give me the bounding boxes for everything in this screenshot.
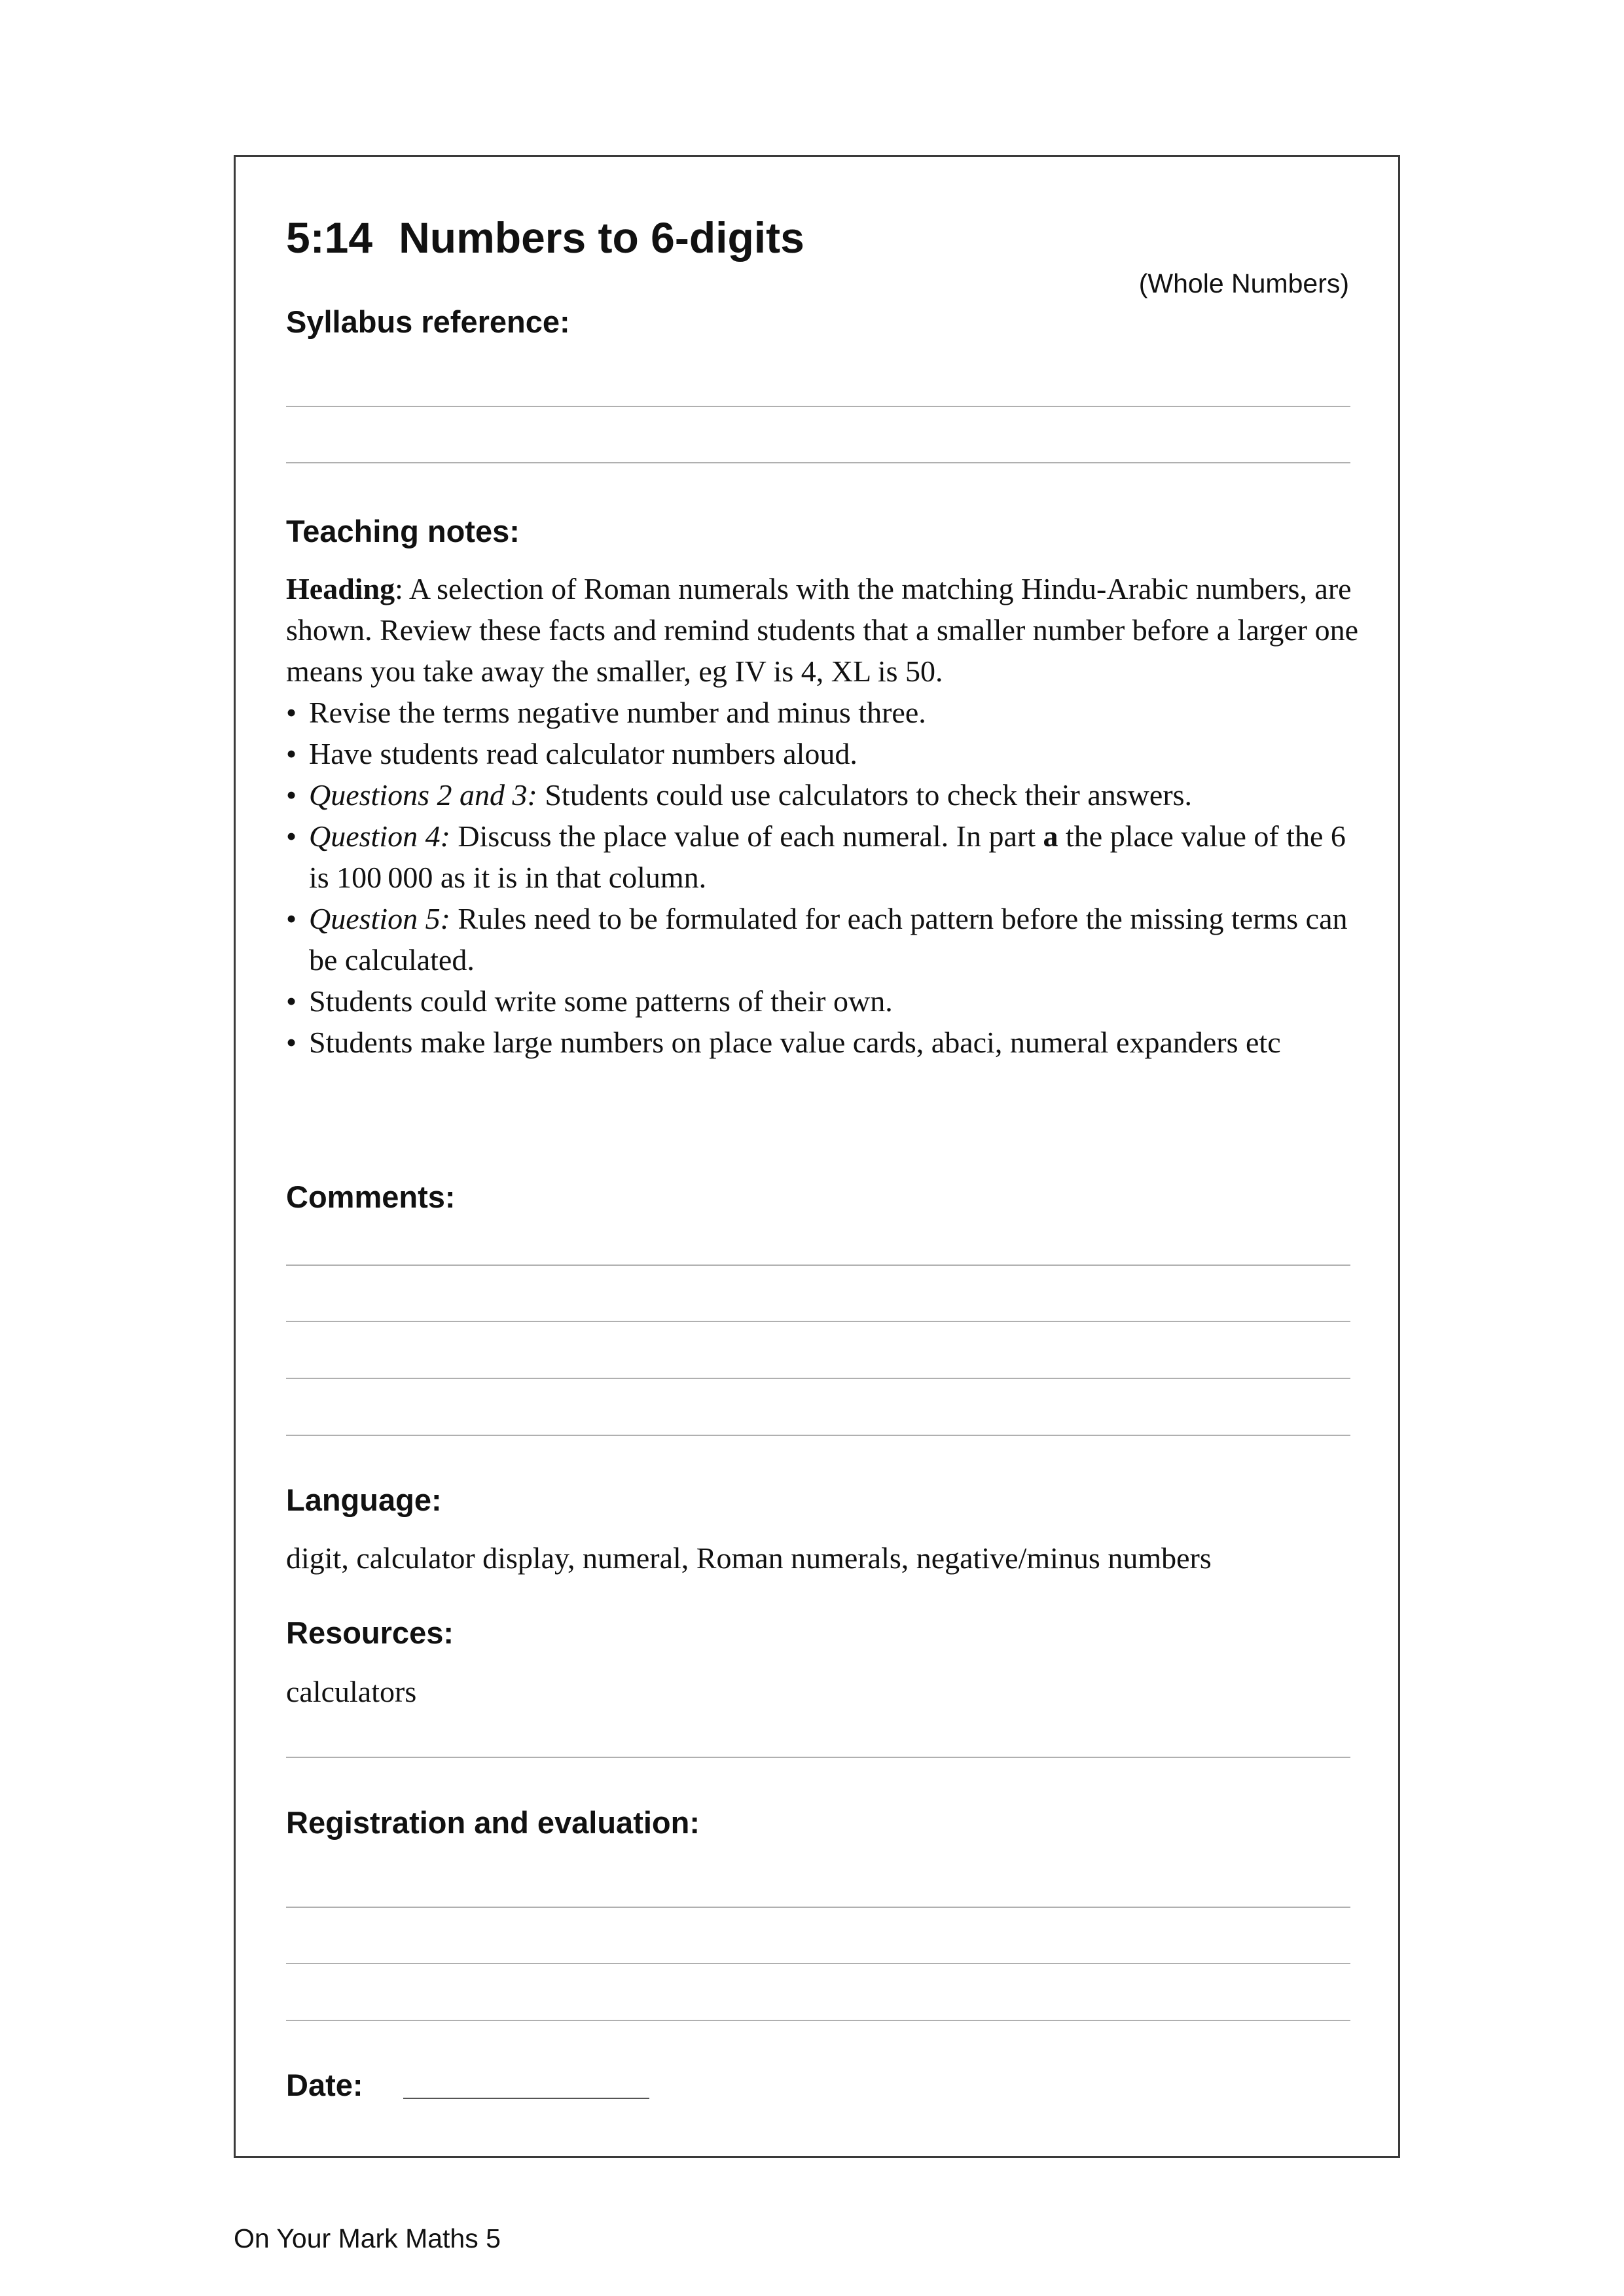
resources-line	[286, 1757, 1350, 1758]
teaching-notes-body	[286, 568, 1360, 1063]
teaching-notes-heading: Teaching notes:	[286, 514, 520, 548]
bullet-text: Students could write some patterns of their own.	[309, 984, 893, 1018]
list-item	[286, 980, 1360, 1022]
comments-heading: Comments:	[286, 1179, 456, 1214]
date-line	[403, 2098, 649, 2099]
teaching-notes-list	[286, 692, 1360, 1063]
bullet-text: Have students read calculator numbers aloud.	[309, 737, 857, 770]
bullet-text: Rules need to be formulated for each pattern before the missing terms can be calculated.	[309, 902, 1348, 977]
page-frame	[234, 155, 1400, 2158]
bullet-text: the place value of the 6 is 100 000 as it is in that column.	[309, 819, 1346, 894]
registration-line-3	[286, 2020, 1350, 2021]
bullet-text: Revise the terms negative number and minus three.	[309, 696, 926, 729]
strand-label: (Whole Numbers)	[1138, 268, 1349, 298]
syllabus-line-2	[286, 462, 1350, 463]
title-text: Numbers to 6-digits	[399, 213, 804, 262]
bullet-bold: a	[1043, 819, 1058, 853]
syllabus-line-1	[286, 406, 1350, 407]
bullet-text: Discuss the place value of each numeral. In part	[450, 819, 1043, 853]
list-item	[286, 816, 1360, 898]
list-item	[286, 1022, 1360, 1063]
comments-line-2	[286, 1321, 1350, 1322]
resources-heading: Resources:	[286, 1615, 454, 1650]
intro-text: : A selection of Roman numerals with the matching Hindu-Arabic numbers, are shown. Review these facts and remind students that a smaller number before a larger one means you take away the smaller, eg IV is 4, XL is 50.	[286, 572, 1359, 688]
teaching-notes-intro	[286, 568, 1360, 692]
list-item	[286, 733, 1360, 774]
registration-line-1	[286, 1907, 1350, 1908]
bullet-emphasis: Questions 2 and 3:	[309, 778, 537, 812]
bullet-emphasis: Question 5:	[309, 902, 450, 935]
registration-heading: Registration and evaluation:	[286, 1805, 700, 1840]
date-label: Date:	[286, 2068, 363, 2102]
intro-label: Heading	[286, 572, 395, 605]
comments-line-4	[286, 1435, 1350, 1436]
language-text: digit, calculator display, numeral, Roman numerals, negative/minus numbers	[286, 1541, 1212, 1575]
list-item	[286, 692, 1360, 733]
title-number: 5:14	[286, 213, 373, 262]
resources-text: calculators	[286, 1675, 417, 1708]
comments-line-1	[286, 1265, 1350, 1266]
syllabus-heading: Syllabus reference:	[286, 304, 570, 339]
registration-line-2	[286, 1963, 1350, 1964]
comments-line-3	[286, 1378, 1350, 1379]
bullet-text: Students make large numbers on place value cards, abaci, numeral expanders etc	[309, 1026, 1281, 1059]
list-item	[286, 774, 1360, 816]
page-footer: On Your Mark Maths 5	[234, 2223, 501, 2253]
list-item	[286, 898, 1360, 980]
language-heading: Language:	[286, 1482, 442, 1517]
bullet-text: Students could use calculators to check their answers.	[537, 778, 1193, 812]
page-title	[286, 208, 804, 267]
bullet-emphasis: Question 4:	[309, 819, 450, 853]
